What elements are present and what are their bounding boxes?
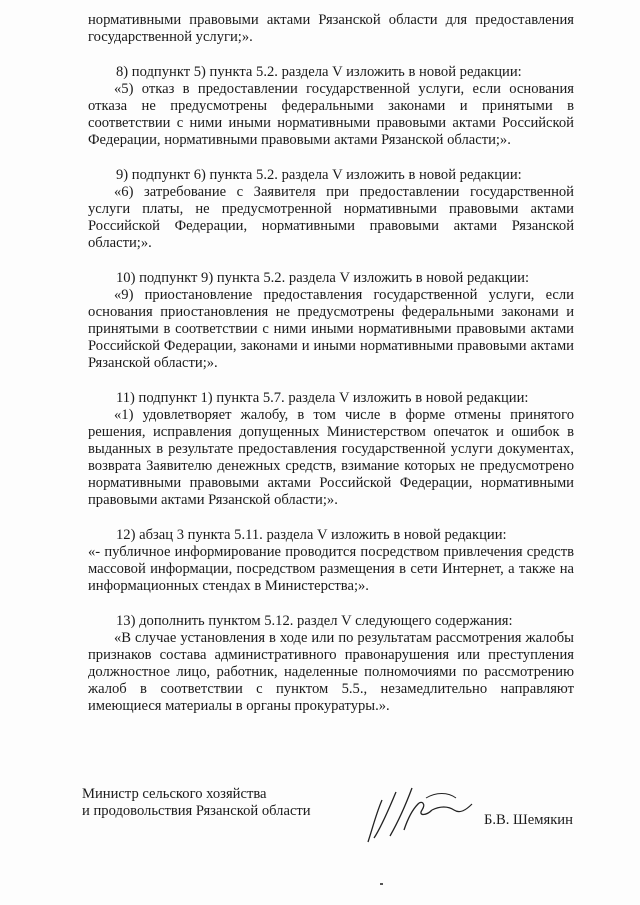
section-body: «- публичное информирование проводится посредством привлечения средств массовой информации, посредством размещения в сети Интернет, а также на информационных стендах в Министерства;». <box>88 544 574 594</box>
section-header: 8) подпункт 5) пункта 5.2. раздела V изложить в новой редакции: <box>116 64 522 80</box>
section-header: 10) подпункт 9) пункта 5.2. раздела V изложить в новой редакции: <box>116 270 530 286</box>
section-header: 12) абзац 3 пункта 5.11. раздела V изложить в новой редакции: <box>116 527 507 543</box>
signer-position <box>82 786 311 820</box>
section-9 <box>88 167 574 252</box>
signer-name: Б.В. Шемякин <box>484 812 573 828</box>
section-8 <box>88 64 574 149</box>
section-10 <box>88 270 574 372</box>
section-12 <box>88 527 574 595</box>
document-body <box>88 12 574 715</box>
section-body: «5) отказ в предоставлении государственной услуги, если основания отказа не предусмотрены федеральными законами и принятыми в соответствии с ними иными нормативными правовыми актами Российской Федерации, нормативными правовыми актами Рязанской области;». <box>88 81 574 148</box>
section-11 <box>88 390 574 509</box>
section-header: 11) подпункт 1) пункта 5.7. раздела V изложить в новой редакции: <box>116 390 529 406</box>
scan-speck <box>380 883 383 885</box>
handwritten-signature <box>356 770 506 850</box>
section-body: «9) приостановление предоставления государственной услуги, если основания приостановления не предусмотрены федеральными законами и принятыми в соответствии с ними иными нормативными правовыми актами Российской Федерации, законами и иными нормативными правовыми актами Рязанской области;». <box>88 287 574 371</box>
section-header: 9) подпункт 6) пункта 5.2. раздела V изложить в новой редакции: <box>116 167 522 183</box>
intro-paragraph: нормативными правовыми актами Рязанской области для предоставления государственной услуги;». <box>88 12 574 45</box>
signer-position-line1: Министр сельского хозяйства <box>82 786 267 802</box>
section-body: «1) удовлетворяет жалобу, в том числе в форме отмены принятого решения, исправления допущенных Министерством опечаток и ошибок в выданных в результате предоставления государственной услуги документах, возврата Заявителю денежных средств, взимание которых не предусмотрено нормативными правовыми актами Российской Федерации, нормативными правовыми актами Рязанской области;». <box>88 407 574 508</box>
section-header: 13) дополнить пунктом 5.12. раздел V следующего содержания: <box>116 613 513 629</box>
section-13 <box>88 613 574 715</box>
section-body: «В случае установления в ходе или по результатам рассмотрения жалобы признаков состава административного правонарушения или преступления должностное лицо, работник, наделенные полномочиями по рассмотрению жалоб в соответствии с пунктом 5.5., незамедлительно направляют имеющиеся материалы в органы прокуратуры.». <box>88 630 574 714</box>
signer-position-line2: и продовольствия Рязанской области <box>82 803 311 819</box>
section-body: «6) затребование с Заявителя при предоставлении государственной услуги платы, не предусмотренной нормативными правовыми актами Российской Федерации, нормативными правовыми актами Рязанской области;». <box>88 184 574 251</box>
